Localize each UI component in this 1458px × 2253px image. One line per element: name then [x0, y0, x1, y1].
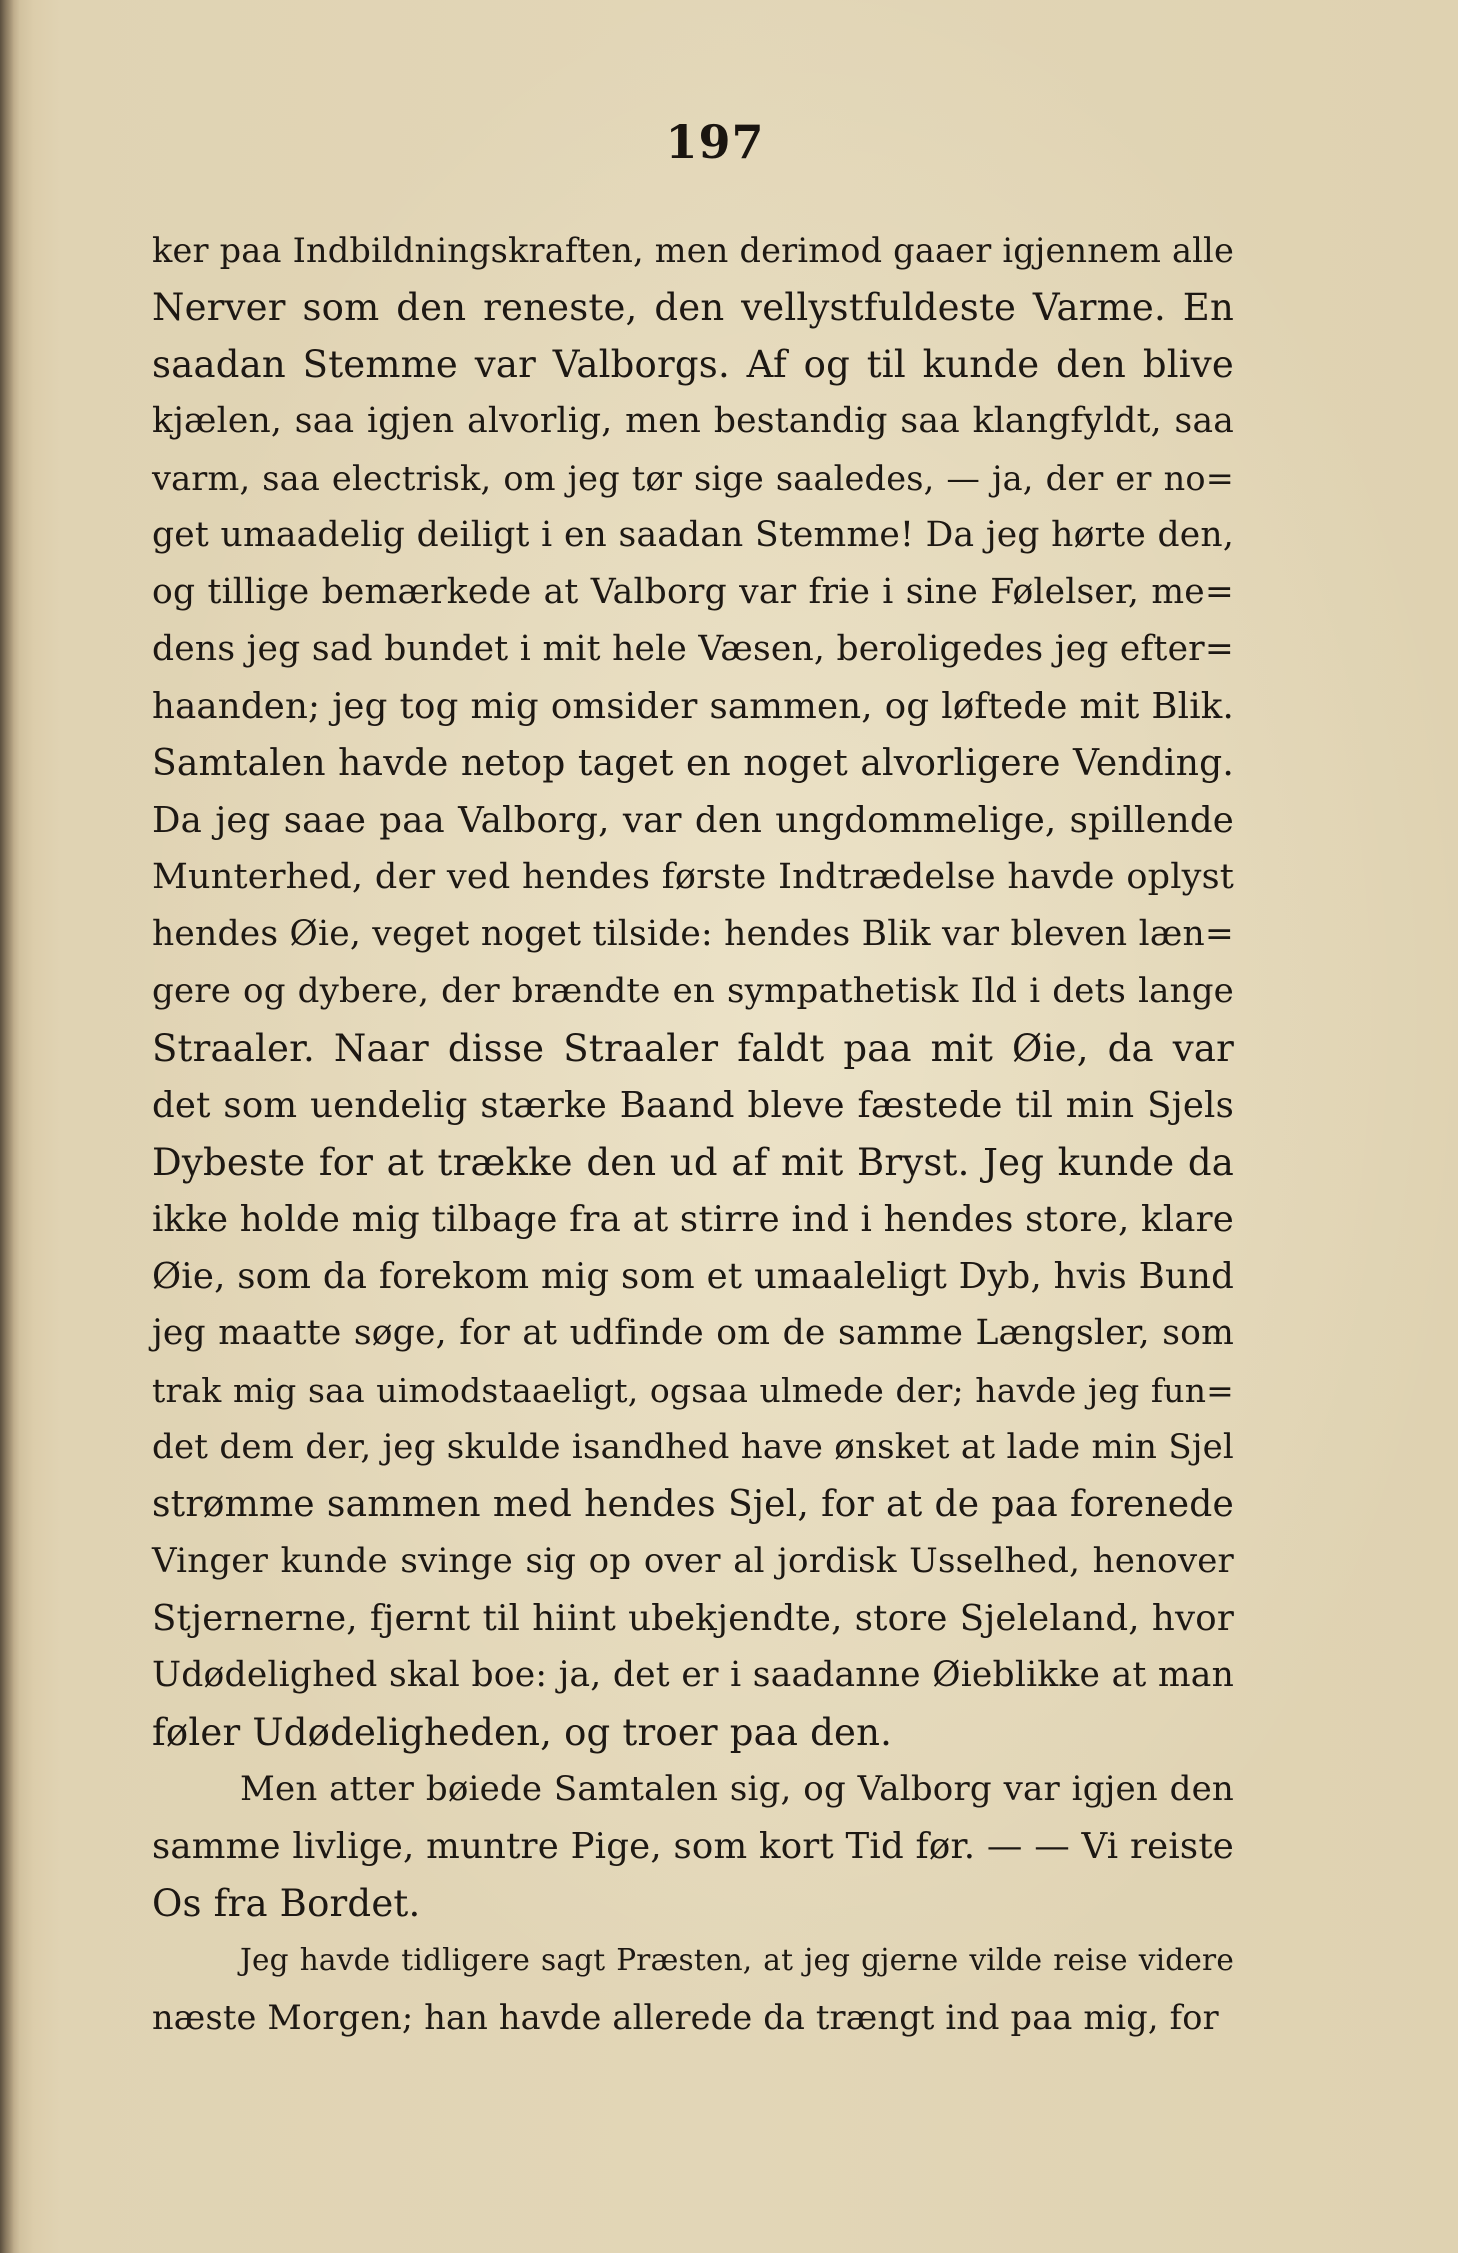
text-line: strømme sammen med hendes Sjel, for at de paa forenede	[152, 1484, 1234, 1525]
text-line: ikke holde mig tilbage fra at stirre ind i hendes store, klare	[152, 1199, 1234, 1240]
text-line: saadan Stemme var Valborgs. Af og til kunde den blive	[152, 343, 1234, 386]
text-line: kjælen, saa igjen alvorlig, men bestandig saa klangfyldt, saa	[152, 401, 1234, 441]
text-line: Munterhed, der ved hendes første Indtrædelse havde oplyst	[152, 857, 1234, 897]
text-line: Jeg havde tidligere sagt Præsten, at jeg gjerne vilde reise videre	[240, 1943, 1234, 1977]
paragraph	[152, 1932, 1234, 2046]
text-line: Da jeg saae paa Valborg, var den ungdommelige, spillende	[152, 800, 1234, 841]
text-line: varm, saa electrisk, om jeg tør sige saaledes, — ja, der er no=	[152, 459, 1234, 498]
text-line: Men atter bøiede Samtalen sig, og Valborg var igjen den	[240, 1769, 1234, 1809]
text-line: Udødelighed skal boe: ja, det er i saadanne Øieblikke at man	[152, 1655, 1234, 1695]
body-text	[152, 222, 1234, 2046]
text-line: dens jeg sad bundet i mit hele Væsen, beroligedes jeg efter=	[152, 629, 1234, 669]
text-line: Stjernerne, fjernt til hiint ubekjendte, store Sjeleland, hvor	[152, 1598, 1234, 1639]
text-line: Os fra Bordet.	[152, 1882, 421, 1925]
text-line: trak mig saa uimodstaaeligt, ogsaa ulmede der; havde jeg fun=	[152, 1371, 1234, 1410]
text-line: samme livlige, muntre Pige, som kort Tid før. — — Vi reiste	[152, 1826, 1234, 1867]
text-line: Nerver som den reneste, den vellystfuldeste Varme. En	[152, 286, 1234, 329]
text-line: Dybeste for at trække den ud af mit Bryst. Jeg kunde da	[152, 1141, 1234, 1184]
text-line: Samtalen havde netop taget en noget alvorligere Vending.	[152, 743, 1234, 784]
text-line: det dem der, jeg skulde isandhed have ønsket at lade min Sjel	[152, 1427, 1234, 1467]
text-line: get umaadelig deiligt i en saadan Stemme! Da jeg hørte den,	[152, 515, 1234, 555]
text-line: Straaler. Naar disse Straaler faldt paa mit Øie, da var	[152, 1027, 1234, 1070]
text-line: hendes Øie, veget noget tilside: hendes Blik var bleven læn=	[152, 914, 1234, 954]
paragraph	[152, 1761, 1234, 1932]
text-line: ker paa Indbildningskraften, men derimod gaaer igjennem alle	[152, 231, 1234, 270]
text-line: gere og dybere, der brændte en sympathetisk Ild i dets lange	[152, 971, 1234, 1011]
paragraph	[152, 222, 1234, 1761]
text-line: det som uendelig stærke Baand bleve fæstede til min Sjels	[152, 1085, 1234, 1126]
text-line: og tillige bemærkede at Valborg var frie i sine Følelser, me=	[152, 572, 1234, 612]
text-line: jeg maatte søge, for at udfinde om de samme Længsler, som	[152, 1313, 1234, 1353]
text-line: haanden; jeg tog mig omsider sammen, og løftede mit Blik.	[152, 686, 1234, 727]
text-line: Øie, som da forekom mig som et umaaleligt Dyb, hvis Bund	[152, 1256, 1234, 1297]
text-line: næste Morgen; han havde allerede da trængt ind paa mig, for	[152, 1998, 1219, 2037]
text-line: Vinger kunde svinge sig op over al jordisk Usselhed, henover	[152, 1541, 1234, 1581]
page-number: 197	[665, 115, 765, 169]
binding-edge	[0, 0, 20, 2253]
text-line: føler Udødeligheden, og troer paa den.	[152, 1711, 893, 1754]
